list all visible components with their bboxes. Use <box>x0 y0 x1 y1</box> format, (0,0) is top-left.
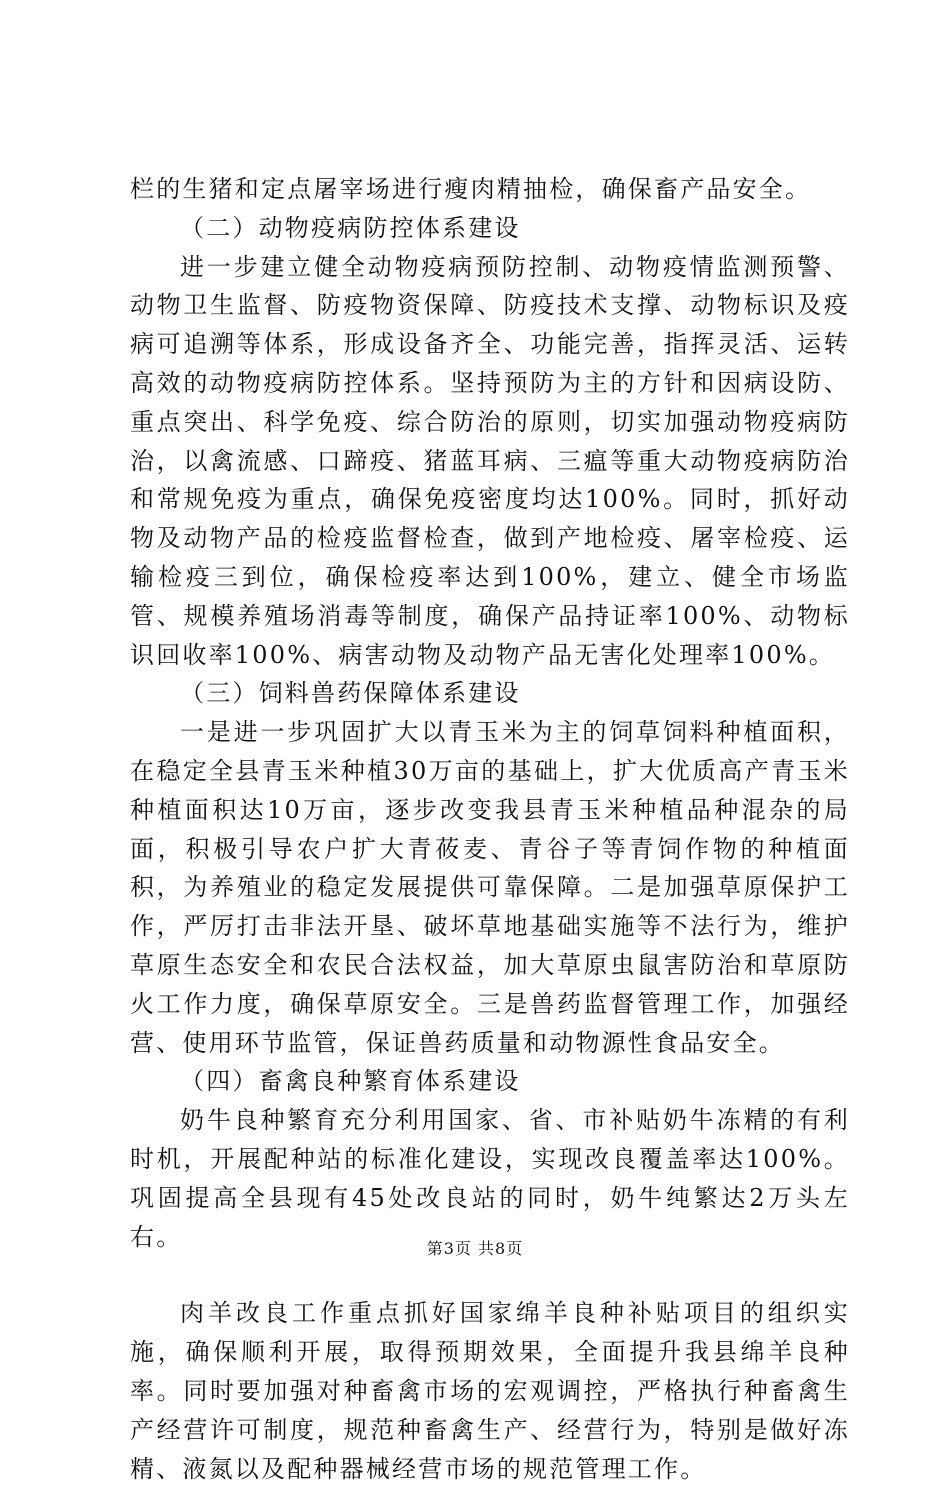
paragraph-disease-control: 进一步建立健全动物疫病预防控制、动物疫情监测预警、动物卫生监督、防疫物资保障、防疫技术支撑、动物标识及疫病可追溯等体系，形成设备齐全、功能完善，指挥灵活、运转高效的动物疫病防控体系。坚持预防为主的方针和因病设防、重点突出、科学免疫、综合防治的原则，切实加强动物疫病防治，以禽流感、口蹄疫、猪蓝耳病、三瘟等重大动物疫病防治和常规免疫为重点，确保免疫密度均达100%。同时，抓好动物及动物产品的检疫监督检查，做到产地检疫、屠宰检疫、运输检疫三到位，确保检疫率达到100%，建立、健全市场监管、规模养殖场消毒等制度，确保产品持证率100%、动物标识回收率100%、病害动物及动物产品无害化处理率100%。 <box>130 252 850 669</box>
paragraph-sheep-improvement: 肉羊改良工作重点抓好国家绵羊良种补贴项目的组织实施，确保顺利开展，取得预期效果，全面提升我县绵羊良种率。同时要加强对种畜禽市场的宏观调控，严格执行种畜禽生产经营许可制度，规范种畜禽生产、经营行为，特别是做好冻精、液氮以及配种器械经营市场的规范管理工作。 <box>130 1299 850 1483</box>
paragraph-feed-vet-drugs: 一是进一步巩固扩大以青玉米为主的饲草饲料种植面积，在稳定全县青玉米种植30万亩的基础上，扩大优质高产青玉米种植面积达10万亩，逐步改变我县青玉米种植品种混杂的局面，积极引导农户扩大青莜麦、青谷子等青饲作物的种植面积，为养殖业的稳定发展提供可靠保障。二是加强草原保护工作，严厉打击非法开垦、破坏草地基础实施等不法行为，维护草原生态安全和农民合法权益，加大草原虫鼠害防治和草原防火工作力度，确保草原安全。三是兽药监督管理工作，加强经营、使用环节监管，保证兽药质量和动物源性食品安全。 <box>130 718 850 1057</box>
paragraph-continuation: 栏的生猪和定点屠宰场进行瘦肉精抽检，确保畜产品安全。 <box>130 175 812 203</box>
section-heading-4: （四）畜禽良种繁育体系建设 <box>180 1067 521 1096</box>
section-heading-3: （三）饲料兽药保障体系建设 <box>180 679 521 708</box>
document-body <box>130 170 850 1488</box>
paragraph-dairy-breeding: 奶牛良种繁育充分利用国家、省、市补贴奶牛冻精的有利时机，开展配种站的标准化建设，实现改良覆盖率达100%。巩固提高全县现有45处改良站的同时，奶牛纯繁达2万头左右。 <box>130 1106 850 1251</box>
section-heading-2: （二）动物疫病防控体系建设 <box>180 213 521 242</box>
page-footer: 第3页 共8页 <box>426 1239 524 1258</box>
